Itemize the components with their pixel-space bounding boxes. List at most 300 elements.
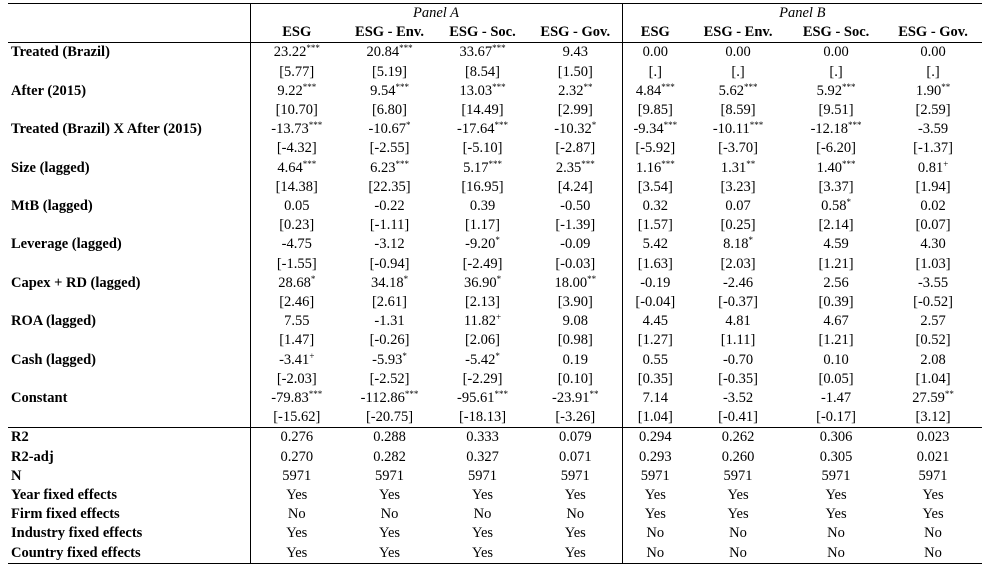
column-header: ESG bbox=[250, 23, 343, 43]
statistic-value: No bbox=[380, 506, 399, 523]
statistics-row bbox=[8, 544, 982, 564]
coefficient-value: 2.32 bbox=[558, 82, 584, 99]
coefficient-cell bbox=[884, 43, 982, 63]
significance-stars: *** bbox=[302, 158, 317, 169]
variable-label: Capex + RD (lagged) bbox=[11, 274, 141, 291]
coefficient-cell bbox=[788, 197, 884, 216]
coefficient-value: 2.35 bbox=[555, 159, 582, 176]
variable-label: Constant bbox=[11, 390, 68, 407]
t-stat-row bbox=[8, 63, 982, 82]
coefficient-row bbox=[8, 274, 982, 293]
coefficient-value: -2.46 bbox=[722, 274, 754, 291]
statistic-value: No bbox=[688, 544, 788, 564]
coefficient-cell bbox=[622, 197, 688, 216]
statistic-value: Yes bbox=[436, 544, 529, 564]
coefficient-value: 27.59 bbox=[912, 390, 945, 407]
t-stat-cell: [-0.37] bbox=[718, 294, 758, 311]
coefficient-value: -10.67 bbox=[368, 121, 406, 138]
t-stat-row bbox=[8, 101, 982, 120]
significance-stars: ** bbox=[944, 389, 954, 400]
empty-label bbox=[8, 63, 250, 82]
statistic-value: Yes bbox=[922, 487, 944, 504]
t-stat-row bbox=[8, 293, 982, 312]
coefficient-value: 4.45 bbox=[642, 313, 668, 330]
coefficient-cell bbox=[884, 82, 982, 101]
significance-stars: * bbox=[495, 350, 500, 361]
coefficient-value: 36.90 bbox=[463, 274, 497, 291]
significance-stars: *** bbox=[492, 81, 506, 92]
coefficient-value: -1.31 bbox=[374, 313, 405, 330]
coefficient-cell bbox=[622, 389, 688, 408]
coefficient-value: 0.81 bbox=[917, 159, 944, 176]
coefficient-cell bbox=[250, 235, 343, 254]
significance-stars: * bbox=[591, 120, 597, 131]
coefficient-cell bbox=[688, 389, 788, 408]
t-stat-cell: [3.23] bbox=[720, 178, 756, 195]
coefficient-value: 0.00 bbox=[642, 44, 668, 61]
significance-stars: *** bbox=[302, 81, 317, 92]
statistic-value: 0.327 bbox=[466, 448, 499, 465]
statistics-row bbox=[8, 467, 982, 486]
coefficient-cell bbox=[250, 389, 343, 408]
coefficient-cell bbox=[250, 274, 343, 293]
coefficient-cell bbox=[529, 312, 622, 331]
coefficient-cell bbox=[343, 43, 436, 63]
coefficient-value: 6.23 bbox=[370, 159, 396, 176]
t-stat-cell: [9.51] bbox=[818, 102, 854, 119]
coefficient-value: 1.16 bbox=[635, 159, 662, 176]
coefficient-cell bbox=[688, 274, 788, 293]
coefficient-value: 28.68 bbox=[278, 274, 311, 291]
t-stat-cell: [-18.13] bbox=[458, 409, 507, 426]
t-stat-cell: [16.95] bbox=[461, 178, 504, 195]
coefficient-value: 0.00 bbox=[823, 44, 849, 61]
statistic-value: Yes bbox=[471, 487, 494, 504]
statistic-value: 5971 bbox=[723, 467, 753, 484]
statistic-value: Yes bbox=[564, 487, 586, 504]
t-stat-cell: [-15.62] bbox=[250, 408, 343, 428]
coefficient-value: 18.00 bbox=[554, 274, 588, 291]
coefficient-cell bbox=[688, 197, 788, 216]
coefficient-value: 0.10 bbox=[823, 351, 849, 368]
coefficient-cell bbox=[436, 159, 529, 178]
coefficient-cell bbox=[250, 159, 343, 178]
coefficient-value: 13.03 bbox=[459, 82, 493, 99]
t-stat-cell: [0.35] bbox=[622, 370, 688, 389]
coefficient-value: -4.75 bbox=[281, 236, 312, 253]
coefficient-value: -0.09 bbox=[560, 236, 591, 253]
statistic-value: 0.260 bbox=[721, 448, 755, 465]
statistic-value: Yes bbox=[250, 486, 343, 505]
statistic-label: Year fixed effects bbox=[11, 487, 118, 504]
statistic-label: R2-adj bbox=[11, 448, 54, 465]
column-header: ESG - Env. bbox=[343, 23, 436, 43]
t-stat-cell: [2.13] bbox=[464, 294, 501, 311]
coefficient-cell bbox=[884, 197, 982, 216]
coefficient-value: -1.47 bbox=[820, 390, 852, 407]
coefficient-cell bbox=[688, 43, 788, 63]
coefficient-value: 4.30 bbox=[920, 236, 946, 253]
coefficient-cell bbox=[688, 120, 788, 139]
coefficient-cell bbox=[436, 235, 529, 254]
statistic-value: No bbox=[622, 544, 688, 564]
statistic-value: 0.282 bbox=[373, 448, 406, 465]
t-stat-cell: [2.59] bbox=[915, 102, 951, 119]
coefficient-value: 7.14 bbox=[642, 390, 668, 407]
t-stat-cell: [3.54] bbox=[622, 178, 688, 197]
coefficient-cell bbox=[688, 312, 788, 331]
t-stat-cell: [-1.55] bbox=[250, 255, 343, 274]
t-stat-cell: [-0.35] bbox=[718, 370, 758, 387]
coefficient-value: 0.05 bbox=[284, 198, 310, 215]
statistic-value: Yes bbox=[471, 525, 494, 542]
t-stat-cell: [2.03] bbox=[720, 255, 756, 272]
t-stat-cell: [22.35] bbox=[368, 178, 411, 195]
coefficient-value: -13.73 bbox=[271, 121, 309, 138]
empty-label bbox=[8, 178, 250, 197]
t-stat-cell: [-0.17] bbox=[816, 409, 856, 426]
coefficient-value: 2.56 bbox=[823, 274, 849, 291]
t-stat-cell: [1.63] bbox=[622, 255, 688, 274]
significance-stars: * bbox=[403, 273, 409, 284]
coefficient-value: 0.00 bbox=[725, 44, 751, 61]
statistic-value: Yes bbox=[825, 506, 847, 523]
statistic-value: 0.071 bbox=[558, 448, 592, 465]
t-stat-cell: [-2.52] bbox=[369, 370, 410, 387]
panel-b-header: Panel B bbox=[622, 4, 982, 24]
statistic-value: 5971 bbox=[250, 467, 343, 486]
t-stat-cell: [.] bbox=[829, 63, 843, 80]
t-stat-cell: [8.54] bbox=[464, 63, 501, 80]
coefficient-cell bbox=[529, 82, 622, 101]
table-body bbox=[8, 43, 982, 563]
t-stat-cell: [-0.41] bbox=[718, 409, 758, 426]
coefficient-value: 5.62 bbox=[718, 82, 744, 99]
significance-stars: * bbox=[846, 197, 851, 208]
t-stat-cell: [-2.49] bbox=[462, 255, 503, 272]
coefficient-value: -95.61 bbox=[457, 390, 495, 407]
coefficient-value: 0.58 bbox=[821, 198, 847, 215]
t-stat-row bbox=[8, 408, 982, 428]
statistic-value: 0.270 bbox=[250, 448, 343, 467]
empty-label bbox=[8, 216, 250, 235]
coefficient-cell bbox=[884, 235, 982, 254]
coefficient-value: 9.08 bbox=[562, 313, 588, 330]
t-stat-cell: [-2.03] bbox=[250, 370, 343, 389]
t-stat-cell: [2.06] bbox=[464, 332, 501, 349]
significance-stars: *** bbox=[404, 389, 419, 400]
coefficient-value: -0.70 bbox=[722, 351, 754, 368]
coefficient-cell bbox=[250, 312, 343, 331]
coefficient-value: 4.84 bbox=[635, 82, 662, 99]
statistic-value: 0.294 bbox=[622, 428, 688, 448]
t-stat-row bbox=[8, 216, 982, 235]
variable-label: Leverage (lagged) bbox=[11, 236, 122, 253]
t-stat-cell: [2.14] bbox=[818, 217, 854, 234]
coefficient-row bbox=[8, 235, 982, 254]
coefficient-value: 1.31 bbox=[720, 159, 747, 176]
column-header: ESG - Gov. bbox=[884, 23, 982, 43]
coefficient-cell bbox=[622, 351, 688, 370]
significance-stars: * bbox=[495, 235, 500, 246]
t-stat-cell: [1.04] bbox=[915, 370, 951, 387]
coefficient-value: 5.17 bbox=[463, 159, 489, 176]
column-header: ESG - Soc. bbox=[436, 23, 529, 43]
t-stat-cell: [2.46] bbox=[250, 293, 343, 312]
statistic-value: No bbox=[473, 506, 492, 523]
significance-stars: * bbox=[310, 273, 316, 284]
statistics-row bbox=[8, 448, 982, 467]
statistic-value: 5971 bbox=[622, 467, 688, 486]
t-stat-cell: [1.21] bbox=[818, 332, 854, 349]
variable-label: ROA (lagged) bbox=[11, 313, 96, 330]
coefficient-cell bbox=[788, 351, 884, 370]
coefficient-value: -5.42 bbox=[465, 351, 496, 368]
empty-label bbox=[8, 293, 250, 312]
statistic-value: Yes bbox=[529, 544, 622, 564]
coefficient-value: 0.07 bbox=[725, 198, 751, 215]
coefficient-cell bbox=[436, 43, 529, 63]
coefficient-cell bbox=[250, 197, 343, 216]
significance-stars: *** bbox=[494, 120, 508, 131]
statistic-value: Yes bbox=[622, 486, 688, 505]
t-stat-cell: [0.39] bbox=[818, 294, 854, 311]
coefficient-value: 9.22 bbox=[277, 82, 303, 99]
significance-stars: *** bbox=[661, 81, 675, 92]
significance-stars: * bbox=[496, 273, 502, 284]
significance-stars: * bbox=[402, 350, 407, 361]
statistic-label: Country fixed effects bbox=[8, 544, 250, 564]
statistic-value: Yes bbox=[622, 505, 688, 524]
significance-stars: *** bbox=[743, 81, 758, 92]
t-stat-cell: [1.47] bbox=[250, 331, 343, 350]
statistic-value: No bbox=[827, 525, 845, 542]
coefficient-cell bbox=[343, 274, 436, 293]
t-stat-cell: [1.50] bbox=[557, 63, 593, 80]
t-stat-cell: [0.23] bbox=[250, 216, 343, 235]
coefficient-cell bbox=[250, 43, 343, 63]
coefficient-cell bbox=[343, 197, 436, 216]
coefficient-cell bbox=[788, 312, 884, 331]
t-stat-cell: [.] bbox=[926, 63, 940, 80]
coefficient-row bbox=[8, 351, 982, 370]
empty-label bbox=[8, 139, 250, 158]
variable-label: Cash (lagged) bbox=[11, 351, 96, 368]
coefficient-cell bbox=[250, 120, 343, 139]
coefficient-cell bbox=[788, 274, 884, 293]
coefficient-cell bbox=[622, 82, 688, 101]
column-header-row bbox=[8, 23, 982, 43]
coefficient-cell bbox=[436, 312, 529, 331]
coefficient-value: -10.11 bbox=[712, 121, 750, 138]
coefficient-cell bbox=[622, 312, 688, 331]
statistic-value: 0.276 bbox=[250, 428, 343, 448]
significance-stars: *** bbox=[395, 81, 409, 92]
empty-label bbox=[8, 408, 250, 428]
coefficient-row bbox=[8, 312, 982, 331]
t-stat-cell: [0.10] bbox=[557, 370, 593, 387]
statistic-value: No bbox=[566, 506, 585, 523]
t-stat-cell: [3.37] bbox=[818, 178, 854, 195]
coefficient-value: -3.52 bbox=[722, 390, 754, 407]
significance-stars: *** bbox=[308, 120, 323, 131]
statistic-value: Yes bbox=[564, 525, 586, 542]
coefficient-cell bbox=[884, 351, 982, 370]
statistic-value: 5971 bbox=[918, 467, 948, 484]
statistic-value: 0.333 bbox=[436, 428, 529, 448]
coefficient-cell bbox=[688, 351, 788, 370]
statistic-value: No bbox=[924, 525, 942, 542]
coefficient-cell bbox=[529, 274, 622, 293]
statistic-value: Yes bbox=[378, 487, 401, 504]
significance-stars: * bbox=[405, 120, 411, 131]
statistics-row bbox=[8, 428, 982, 448]
coefficient-cell bbox=[688, 159, 788, 178]
significance-stars: + bbox=[309, 350, 315, 361]
t-stat-cell: [-2.29] bbox=[462, 370, 503, 387]
column-header: ESG - Gov. bbox=[529, 23, 622, 43]
t-stat-row bbox=[8, 370, 982, 389]
t-stat-cell: [0.07] bbox=[915, 217, 951, 234]
coefficient-row bbox=[8, 389, 982, 408]
statistic-value: 0.262 bbox=[688, 428, 788, 448]
variable-label: Treated (Brazil) X After (2015) bbox=[11, 121, 202, 138]
t-stat-cell: [1.94] bbox=[915, 178, 951, 195]
t-stat-cell: [1.03] bbox=[915, 255, 951, 272]
coefficient-cell bbox=[529, 43, 622, 63]
statistic-value: Yes bbox=[922, 506, 944, 523]
coefficient-cell bbox=[343, 351, 436, 370]
coefficient-cell bbox=[343, 389, 436, 408]
coefficient-value: 5.92 bbox=[816, 82, 842, 99]
t-stat-cell: [3.12] bbox=[915, 409, 951, 426]
coefficient-cell bbox=[688, 235, 788, 254]
statistic-value: No bbox=[250, 505, 343, 524]
coefficient-value: 11.82 bbox=[463, 313, 496, 330]
t-stat-cell: [-2.55] bbox=[369, 140, 410, 157]
significance-stars: *** bbox=[306, 43, 320, 54]
statistic-value: No bbox=[884, 544, 982, 564]
statistic-value: 0.079 bbox=[529, 428, 622, 448]
coefficient-value: 0.00 bbox=[920, 44, 946, 61]
t-stat-cell: [-3.70] bbox=[718, 140, 758, 157]
statistic-value: Yes bbox=[250, 524, 343, 543]
t-stat-cell: [9.85] bbox=[622, 101, 688, 120]
t-stat-cell: [-3.26] bbox=[555, 409, 596, 426]
t-stat-cell: [0.98] bbox=[557, 332, 593, 349]
coefficient-cell bbox=[343, 312, 436, 331]
t-stat-cell: [0.25] bbox=[720, 217, 756, 234]
statistic-value: No bbox=[622, 524, 688, 543]
coefficient-cell bbox=[343, 235, 436, 254]
significance-stars: *** bbox=[308, 389, 323, 400]
significance-stars: *** bbox=[395, 158, 409, 169]
statistic-value: Yes bbox=[250, 544, 343, 564]
t-stat-cell: [-1.11] bbox=[369, 217, 410, 234]
coefficient-cell bbox=[884, 389, 982, 408]
column-header: ESG - Env. bbox=[688, 23, 788, 43]
t-stat-cell: [1.17] bbox=[464, 217, 501, 234]
significance-stars: *** bbox=[841, 158, 856, 169]
coefficient-value: -23.91 bbox=[552, 390, 590, 407]
statistic-value: No bbox=[788, 544, 884, 564]
t-stat-row bbox=[8, 139, 982, 158]
coefficient-value: 9.54 bbox=[370, 82, 396, 99]
significance-stars: * bbox=[748, 235, 753, 246]
coefficient-value: -17.64 bbox=[457, 121, 495, 138]
t-stat-cell: [1.04] bbox=[622, 408, 688, 428]
statistic-label: N bbox=[11, 467, 22, 484]
t-stat-cell: [5.19] bbox=[371, 63, 408, 80]
coefficient-value: -9.20 bbox=[465, 236, 496, 253]
coefficient-value: 8.18 bbox=[723, 236, 749, 253]
coefficient-cell bbox=[688, 82, 788, 101]
statistics-row bbox=[8, 524, 982, 543]
t-stat-row bbox=[8, 331, 982, 350]
coefficient-cell bbox=[788, 82, 884, 101]
coefficient-value: 7.55 bbox=[284, 313, 310, 330]
coefficient-cell bbox=[436, 120, 529, 139]
statistic-value: 0.288 bbox=[343, 428, 436, 448]
t-stat-cell: [1.11] bbox=[720, 332, 756, 349]
coefficient-cell bbox=[343, 82, 436, 101]
t-stat-cell: [1.21] bbox=[818, 255, 854, 272]
t-stat-cell: [-0.03] bbox=[555, 255, 596, 272]
coefficient-row bbox=[8, 43, 982, 63]
coefficient-value: 23.22 bbox=[273, 44, 307, 61]
coefficient-value: 4.67 bbox=[823, 313, 849, 330]
coefficient-value: -3.41 bbox=[279, 351, 310, 368]
coefficient-cell bbox=[436, 389, 529, 408]
t-stat-cell: [-0.04] bbox=[622, 293, 688, 312]
statistic-value: 5971 bbox=[375, 467, 404, 484]
coefficient-value: 2.08 bbox=[920, 351, 946, 368]
t-stat-row bbox=[8, 178, 982, 197]
panel-a-header: Panel A bbox=[250, 4, 622, 24]
variable-label: After (2015) bbox=[11, 82, 87, 99]
t-stat-cell: [-1.37] bbox=[913, 140, 953, 157]
coefficient-cell bbox=[250, 82, 343, 101]
coefficient-cell bbox=[788, 389, 884, 408]
t-stat-cell: [10.70] bbox=[250, 101, 343, 120]
regression-table bbox=[8, 3, 982, 564]
t-stat-cell: [-2.87] bbox=[555, 140, 596, 157]
coefficient-cell bbox=[788, 159, 884, 178]
coefficient-cell bbox=[343, 159, 436, 178]
statistic-value: 5971 bbox=[560, 467, 590, 484]
t-stat-cell: [14.49] bbox=[461, 102, 504, 119]
coefficient-value: 1.40 bbox=[816, 159, 842, 176]
significance-stars: *** bbox=[581, 158, 595, 169]
t-stat-cell: [0.05] bbox=[818, 370, 854, 387]
statistic-label: Firm fixed effects bbox=[11, 506, 120, 523]
coefficient-row bbox=[8, 82, 982, 101]
significance-stars: *** bbox=[841, 81, 856, 92]
coefficient-cell bbox=[436, 82, 529, 101]
t-stat-cell: [-0.52] bbox=[913, 294, 953, 311]
coefficient-cell bbox=[884, 312, 982, 331]
t-stat-cell: [1.57] bbox=[622, 216, 688, 235]
coefficient-value: 0.39 bbox=[469, 198, 496, 215]
empty-label bbox=[8, 331, 250, 350]
t-stat-cell: [0.52] bbox=[915, 332, 951, 349]
statistics-row bbox=[8, 505, 982, 524]
coefficient-value: -79.83 bbox=[271, 390, 309, 407]
coefficient-value: 5.42 bbox=[642, 236, 668, 253]
coefficient-value: 2.57 bbox=[920, 313, 946, 330]
statistic-value: 5971 bbox=[468, 467, 497, 484]
coefficient-value: 4.59 bbox=[823, 236, 849, 253]
